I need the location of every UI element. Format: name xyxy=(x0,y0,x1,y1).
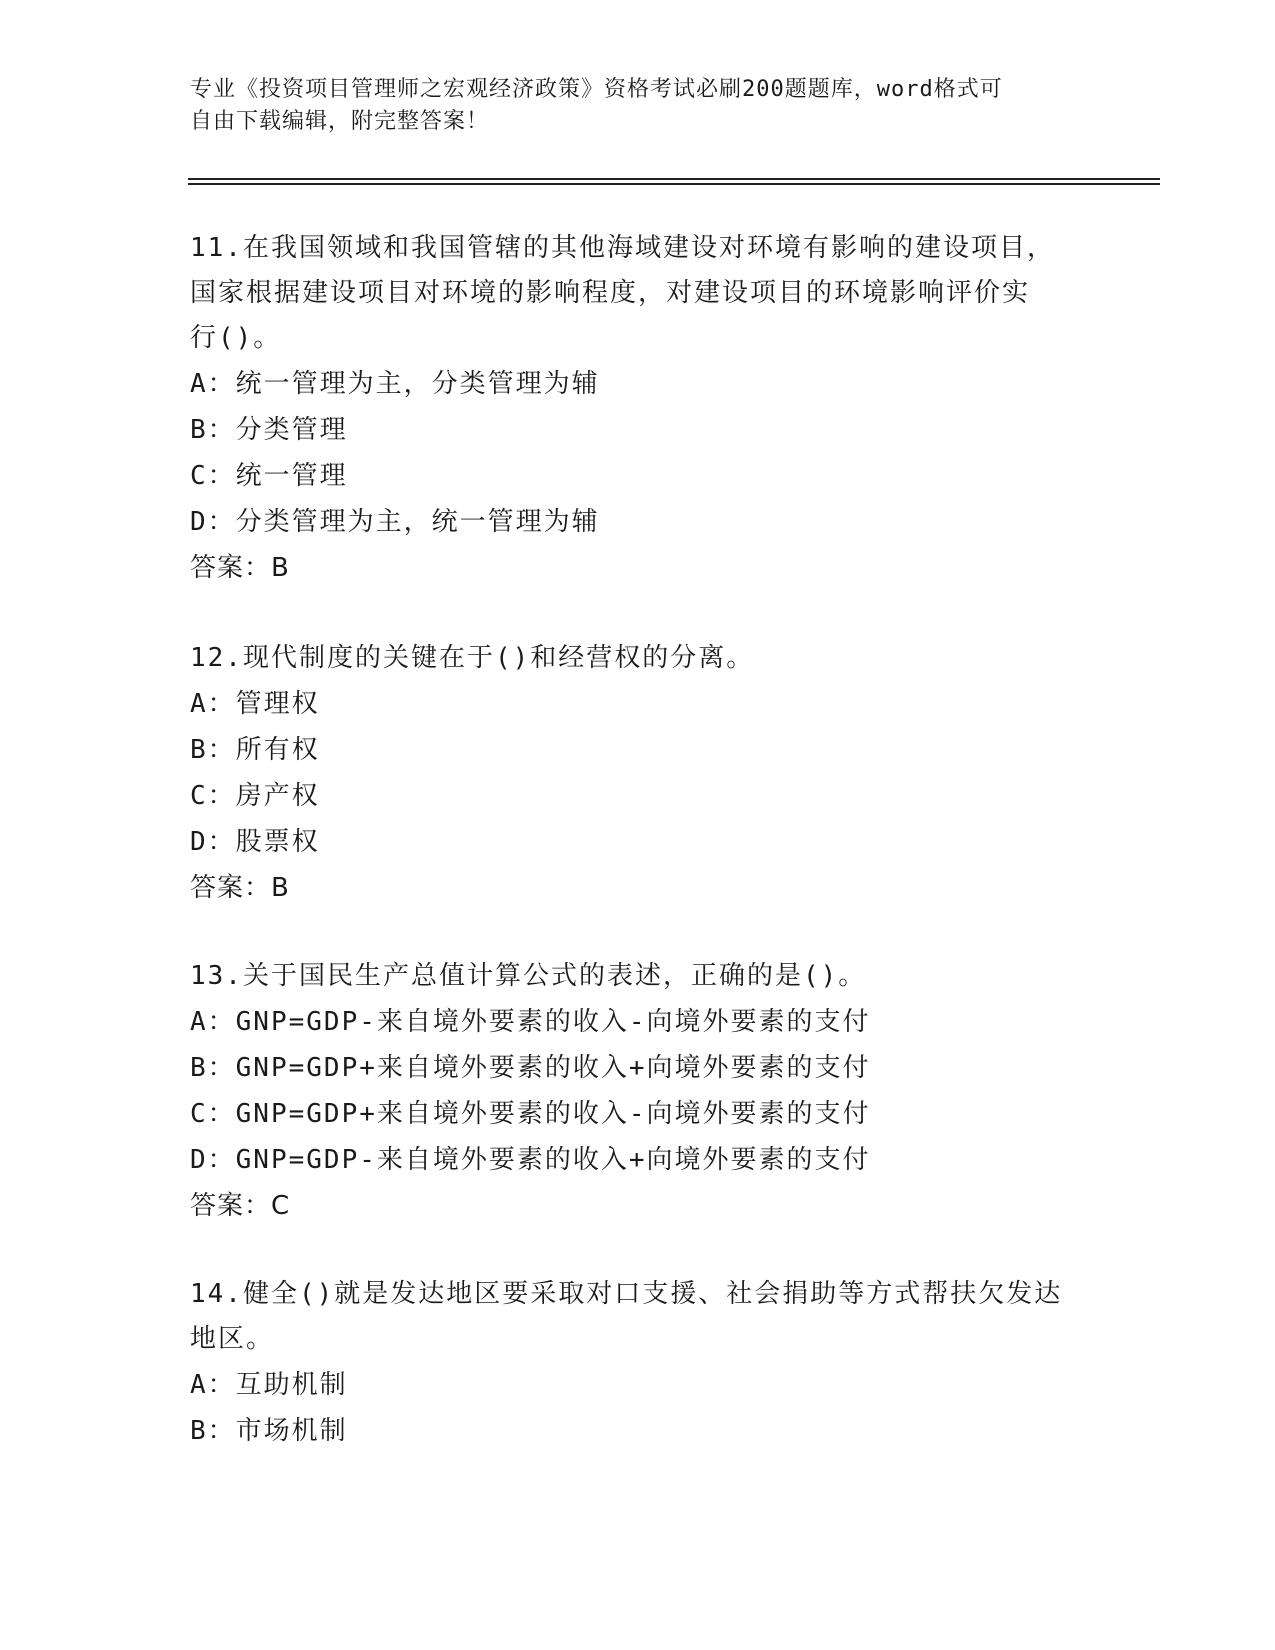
question-13 xyxy=(190,954,1090,1229)
answer-line: 答案：B xyxy=(190,873,290,903)
option-c: C：GNP=GDP+来自境外要素的收入-向境外要素的支付 xyxy=(190,1099,871,1129)
question-stem-line: 13.关于国民生产总值计算公式的表述，正确的是()。 xyxy=(190,961,867,991)
option-a: A：管理权 xyxy=(190,689,320,719)
option-b: B：市场机制 xyxy=(190,1416,348,1446)
header-line-1: 专业《投资项目管理师之宏观经济政策》资格考试必刷200题题库，word格式可 xyxy=(190,77,1003,102)
header-divider-top xyxy=(188,178,1160,180)
question-stem-line: 地区。 xyxy=(190,1324,275,1354)
question-stem-line: 12.现代制度的关键在于()和经营权的分离。 xyxy=(190,643,755,673)
question-stem-line: 行()。 xyxy=(190,323,282,353)
option-d: D：分类管理为主，统一管理为辅 xyxy=(190,507,600,537)
question-12 xyxy=(190,636,1090,911)
option-a: A：GNP=GDP-来自境外要素的收入-向境外要素的支付 xyxy=(190,1007,871,1037)
option-d: D：股票权 xyxy=(190,827,320,857)
option-a: A：互助机制 xyxy=(190,1370,348,1400)
option-a: A：统一管理为主，分类管理为辅 xyxy=(190,369,600,399)
option-b: B：GNP=GDP+来自境外要素的收入+向境外要素的支付 xyxy=(190,1053,871,1083)
question-stem-line: 14.健全()就是发达地区要采取对口支援、社会捐助等方式帮扶欠发达 xyxy=(190,1279,1063,1309)
option-d: D：GNP=GDP-来自境外要素的收入+向境外要素的支付 xyxy=(190,1145,871,1175)
header-divider-bottom xyxy=(188,183,1160,185)
option-c: C：房产权 xyxy=(190,781,320,811)
document-header xyxy=(190,74,1090,138)
answer-line: 答案：B xyxy=(190,553,290,583)
option-b: B：分类管理 xyxy=(190,415,348,445)
answer-line: 答案：C xyxy=(190,1191,291,1221)
option-c: C：统一管理 xyxy=(190,461,348,491)
question-11 xyxy=(190,226,1090,591)
question-stem-line: 11.在我国领域和我国管辖的其他海域建设对环境有影响的建设项目， xyxy=(190,233,1055,263)
header-line-2: 自由下载编辑，附完整答案！ xyxy=(190,109,490,134)
question-14 xyxy=(190,1272,1090,1454)
option-b: B：所有权 xyxy=(190,735,320,765)
question-stem-line: 国家根据建设项目对环境的影响程度，对建设项目的环境影响评价实 xyxy=(190,278,1031,308)
